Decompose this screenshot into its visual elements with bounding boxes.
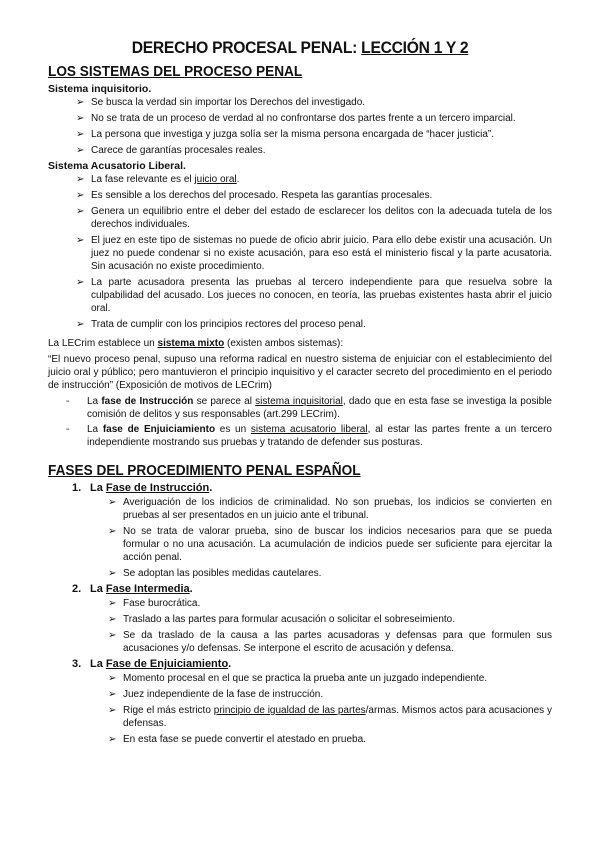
arrow-bullet-icon: ➢ bbox=[76, 129, 85, 140]
list-item: - La fase de Enjuiciamiento es un sistema acusatorio liberal, al estar las partes frente a un tercero independiente mostrando sus pruebas y tratando de defender sus posturas. bbox=[66, 424, 552, 448]
arrow-bullet-icon: ➢ bbox=[76, 145, 85, 156]
list-item: ➢ Momento procesal en el que se practica la prueba ante un juzgado independiente. bbox=[108, 673, 488, 684]
dash-bullet: - bbox=[66, 396, 70, 407]
list-item: ➢ Juez independiente de la fase de instrucción. bbox=[108, 689, 324, 700]
list-item: ➢ La parte acusadora presenta las pruebas al tercero independiente para que resuelva sobre la culpabilidad del acusado. Los jueces no conocen, en teoría, las pruebas existentes hasta abrir el juicio oral. bbox=[76, 277, 552, 314]
list-item: - La fase de Instrucción se parece al sistema inquisitorial, dado que en esta fase se investiga la posible comisión de delitos y sus responsables (art.299 LECrim). bbox=[66, 396, 552, 420]
arrow-bullet-icon: ➢ bbox=[76, 206, 85, 217]
arrow-bullet-icon: ➢ bbox=[76, 190, 85, 201]
list-item: ➢ No se trata de un proceso de verdad al no confrontarse dos partes frente a un tercero imparcial. bbox=[76, 113, 516, 124]
list-item: ➢ Fase burocrática. bbox=[108, 598, 201, 609]
arrow-bullet-icon: ➢ bbox=[108, 614, 117, 625]
list-item: ➢ Carece de garantías procesales reales. bbox=[76, 145, 266, 156]
list-item: ➢ En esta fase se puede convertir el atestado en prueba. bbox=[108, 734, 366, 745]
arrow-bullet-icon: ➢ bbox=[108, 568, 117, 579]
arrow-bullet-icon: ➢ bbox=[76, 235, 85, 246]
list-item: ➢ El juez en este tipo de sistemas no puede de oficio abrir juicio. Para ello debe existir una acusación. Un juez no puede condenar si no existe acusación, para eso está el ministerio fiscal y la parte acusatoria. Sin acusación no existe procedimiento. bbox=[76, 235, 552, 272]
arrow-bullet-icon: ➢ bbox=[108, 705, 117, 716]
phase-heading-intermedia: 2. La Fase Intermedia. bbox=[72, 583, 193, 595]
list-item: ➢ No se trata de valorar prueba, sino de buscar los indicios necesarios para que se pueda formular o no una acusación. La acumulación de indicios puede ser suficiente para ejercitar la acción penal. bbox=[108, 526, 552, 563]
arrow-bullet-icon: ➢ bbox=[108, 673, 117, 684]
arrow-bullet-icon: ➢ bbox=[76, 97, 85, 108]
section-heading-systems: LOS SISTEMAS DEL PROCESO PENAL bbox=[48, 64, 303, 80]
list-mixto-phases bbox=[48, 395, 552, 449]
list-item: ➢ La persona que investiga y juzga solía ser la misma persona encargada de “hacer justicia”. bbox=[76, 129, 494, 140]
document-title bbox=[68, 38, 532, 58]
arrow-bullet-icon: ➢ bbox=[76, 277, 85, 288]
paragraph-mixto: La LECrim establece un sistema mixto (existen ambos sistemas): bbox=[48, 338, 344, 349]
arrow-bullet-icon: ➢ bbox=[76, 319, 85, 330]
arrow-bullet-icon: ➢ bbox=[108, 689, 117, 700]
list-phase-intermedia bbox=[48, 597, 552, 655]
list-item: ➢ Averiguación de los indicios de criminalidad. No son pruebas, los indicios se convierten en pruebas al ser presentados en un juicio ante el tribunal. bbox=[108, 497, 552, 521]
list-inquisitorio bbox=[48, 96, 552, 157]
list-phase-instruccion bbox=[48, 496, 552, 580]
arrow-bullet-icon: ➢ bbox=[76, 113, 85, 124]
title-prefix: DERECHO PROCESAL PENAL: bbox=[131, 38, 362, 57]
list-item: ➢ La fase relevante es el juicio oral. bbox=[76, 174, 240, 185]
phase-heading-instruccion: 1. La Fase de Instrucción. bbox=[72, 482, 213, 494]
list-item: ➢ Trata de cumplir con los principios rectores del proceso penal. bbox=[76, 319, 366, 330]
arrow-bullet-icon: ➢ bbox=[76, 174, 85, 185]
list-item: ➢ Es sensible a los derechos del procesado. Respeta las garantías procesales. bbox=[76, 190, 433, 201]
paragraph-quote: “El nuevo proceso penal, supuso una reforma radical en nuestro sistema de enjuiciar con el establecimiento del juicio oral y público; pero mantuvieron el principio inquisitivo y el caracter secreto del procedimiento en el periodo de instrucción” (Exposición de motivos de LECrim) bbox=[48, 354, 552, 391]
list-item: ➢ Se busca la verdad sin importar los Derechos del investigado. bbox=[76, 97, 366, 108]
arrow-bullet-icon: ➢ bbox=[108, 598, 117, 609]
list-item: ➢ Rige el más estricto principio de igualdad de las partes/armas. Mismos actos para acusaciones y defensas. bbox=[108, 705, 552, 729]
section-heading-phases: FASES DEL PROCEDIMIENTO PENAL ESPAÑOL bbox=[48, 463, 361, 479]
arrow-bullet-icon: ➢ bbox=[108, 630, 117, 641]
list-item: ➢ Traslado a las partes para formular acusación o solicitar el sobreseimiento. bbox=[108, 614, 456, 625]
dash-bullet: - bbox=[66, 424, 70, 435]
arrow-bullet-icon: ➢ bbox=[108, 734, 117, 745]
subheading-acusatorio: Sistema Acusatorio Liberal. bbox=[48, 160, 186, 172]
arrow-bullet-icon: ➢ bbox=[108, 497, 117, 508]
title-lesson: LECCIÓN 1 Y 2 bbox=[361, 38, 469, 57]
list-acusatorio bbox=[48, 173, 552, 331]
list-phase-enjuiciamiento bbox=[48, 672, 552, 746]
phase-heading-enjuiciamiento: 3. La Fase de Enjuiciamiento. bbox=[72, 658, 232, 670]
arrow-bullet-icon: ➢ bbox=[108, 526, 117, 537]
list-item: ➢ Se da traslado de la causa a las partes acusadoras y defensas para que formulen sus acusaciones y/o defensas. Se interpone el escrito de acusación y defensa. bbox=[108, 630, 552, 654]
list-item: ➢ Se adoptan las posibles medidas cautelares. bbox=[108, 568, 322, 579]
list-item: ➢ Genera un equilibrio entre el deber del estado de esclarecer los delitos con la adecuada tutela de los derechos individuales. bbox=[76, 206, 552, 230]
subheading-inquisitorio: Sistema inquisitorio. bbox=[48, 83, 152, 95]
